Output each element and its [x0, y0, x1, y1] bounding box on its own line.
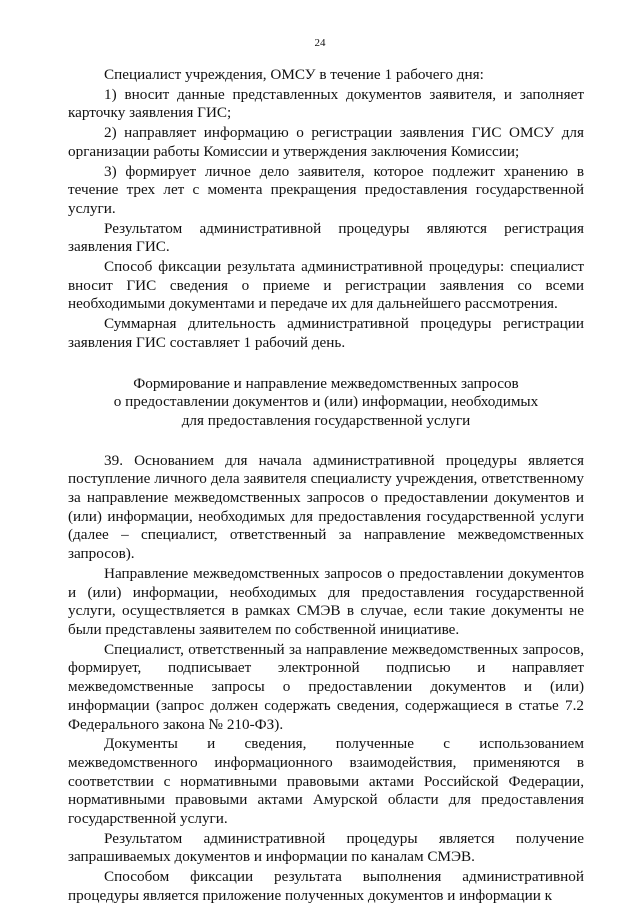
document-body — [68, 66, 584, 906]
section-heading — [68, 375, 584, 431]
paragraph-item-2: 2) направляет информацию о регистрации заявления ГИС ОМСУ для организации работы Комиссии и утверждения заключения Комиссии; — [68, 124, 584, 160]
paragraph-procedure-result: Результатом административной процедуры является получение запрашиваемых документов и информации по каналам СМЭВ. — [68, 829, 584, 866]
paragraph-item-1: 1) вносит данные представленных документов заявителя, и заполняет карточку заявления ГИС; — [68, 85, 584, 122]
paragraph-item-3: 3) формирует личное дело заявителя, которое подлежит хранению в течение трех лет с момента прекращения предоставления государственной услуги. — [68, 162, 584, 217]
section-heading-line: Формирование и направление межведомственных запросов — [133, 374, 519, 392]
page-number: 24 — [314, 37, 326, 49]
section-heading-line: о предоставлении документов и (или) информации, необходимых — [113, 393, 539, 411]
paragraph-total-duration: Суммарная длительность административной процедуры регистрации заявления ГИС составляет 1 рабочий день. — [68, 315, 584, 351]
section-heading-line: для предоставления государственной услуги — [181, 411, 471, 429]
paragraph-smev-requests: Направление межведомственных запросов о предоставлении документов и (или) информации, необходимых для предоставления государственной услуги, осуществляется в рамках СМЭВ в случае, если такие документы не были представлены заявителем по собственной инициативе. — [68, 564, 584, 638]
paragraph-fixation-method: Способ фиксации результата административной процедуры: специалист вносит ГИС сведения о приеме и регистрации заявления со всеми необходимыми документами и передаче их для дальнейшего рассмотрения. — [68, 258, 584, 313]
paragraph-result: Результатом административной процедуры являются регистрация заявления ГИС. — [68, 219, 584, 256]
paragraph-39-basis: 39. Основанием для начала административной процедуры является поступление личного дела заявителя специалисту учреждения, ответственному за направление межведомственных запросов о предоставлении документов и (или) информации, необходимых для предоставления государственной услуги (далее – специалист, ответственный за направление межведомственных запросов). — [68, 451, 584, 563]
paragraph-documents-applied: Документы и сведения, полученные с использованием межведомственного информационного взаимодействия, применяются в соответствии с нормативными правовыми актами Российской Федерации, нормативными правовыми актами Амурской области для предоставления государственной услуги. — [68, 735, 584, 828]
paragraph-specialist-signs: Специалист, ответственный за направление межведомственных запросов, формирует, подписывает электронной подписью и направляет межведомственные запросы о предоставлении документов и (или) информации (запрос должен содержать сведения, содержащиеся в статье 7.2 Федерального закона № 210-ФЗ). — [68, 640, 584, 733]
paragraph-fixation-way: Способом фиксации результата выполнения административной процедуры является приложение полученных документов и информации к — [68, 868, 584, 904]
paragraph-specialist-intro: Специалист учреждения, ОМСУ в течение 1 рабочего дня: — [104, 66, 484, 83]
